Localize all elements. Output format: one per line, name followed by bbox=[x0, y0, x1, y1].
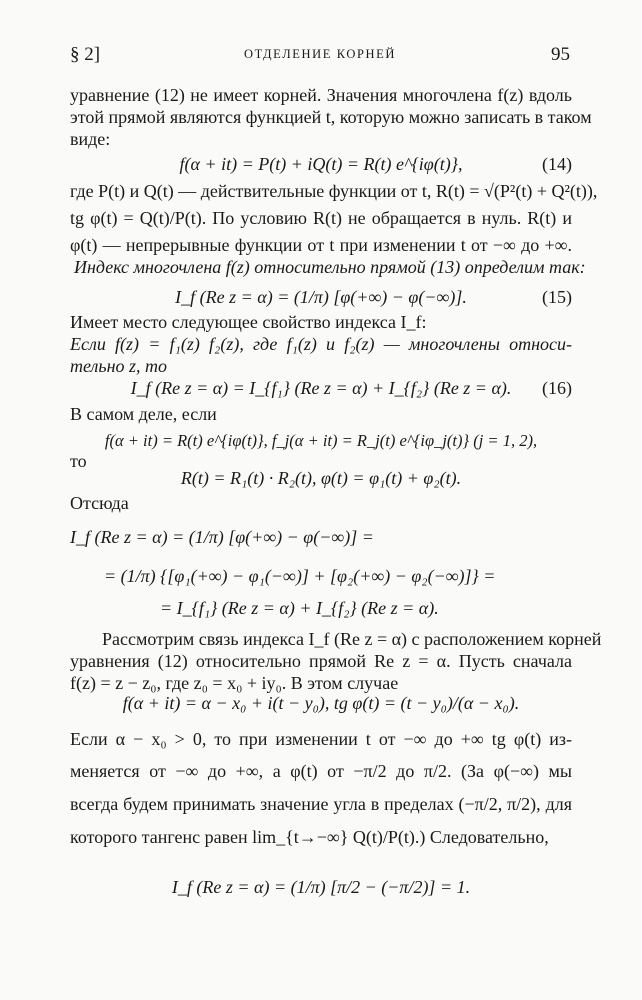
text-line: этой прямой являются функцией t, которую можно записать в таком bbox=[70, 107, 592, 127]
equation-16: I_f (Re z = α) = I_{f₁} (Re z = α) + I_{f₂} (Re z = α). bbox=[130, 378, 512, 398]
text-line: Если α − x₀ > 0, то при изменении t от −∞ до +∞ tg φ(t) из- bbox=[70, 729, 572, 749]
equation-line: = (1/π) {[φ₁(+∞) − φ₁(−∞)] + [φ₂(+∞) − φ₂(−∞)]} = bbox=[104, 566, 496, 586]
equation: f(α + it) = α − x₀ + i(t − y₀), tg φ(t) = (t − y₀)/(α − x₀). bbox=[122, 693, 520, 713]
chapter-title: ОТДЕЛЕНИЕ КОРНЕЙ bbox=[243, 47, 397, 61]
equation: R(t) = R₁(t) · R₂(t), φ(t) = φ₁(t) + φ₂(t). bbox=[180, 468, 462, 488]
text-line: Имеет место следующее свойство индекса I_f: bbox=[70, 312, 427, 332]
equation-15: I_f (Re z = α) = (1/π) [φ(+∞) − φ(−∞)]. bbox=[175, 287, 467, 307]
page-number: 95 bbox=[551, 44, 570, 65]
text-line: тельно z, то bbox=[70, 356, 168, 376]
text-line: которого тангенс равен lim_{t→−∞} Q(t)/P(t).) Следовательно, bbox=[70, 827, 549, 847]
text-line: виде: bbox=[70, 129, 111, 149]
text-line: всегда будем принимать значение угла в пределах (−π/2, π/2), для bbox=[70, 794, 572, 814]
section-marker: § 2] bbox=[70, 44, 101, 65]
running-header bbox=[70, 44, 570, 68]
equation-line: I_f (Re z = α) = (1/π) [φ(+∞) − φ(−∞)] = bbox=[70, 527, 374, 547]
text-line: Индекс многочлена f(z) относительно прямой (13) определим так: bbox=[74, 257, 586, 277]
text-line: уравнение (12) не имеет корней. Значения многочлена f(z) вдоль bbox=[70, 85, 572, 105]
text-line: f(z) = z − z₀, где z₀ = x₀ + iy₀. В этом случае bbox=[70, 673, 399, 693]
equation-line: = I_{f₁} (Re z = α) + I_{f₂} (Re z = α). bbox=[160, 598, 439, 618]
text-line: то bbox=[70, 451, 87, 471]
text-line: Рассмотрим связь индекса I_f (Re z = α) с расположением корней bbox=[102, 629, 602, 649]
text-line: Если f(z) = f₁(z) f₂(z), где f₁(z) и f₂(z) — многочлены относи- bbox=[70, 334, 572, 354]
equation-number: (15) bbox=[542, 287, 572, 307]
equation: I_f (Re z = α) = (1/π) [π/2 − (−π/2)] = 1. bbox=[171, 877, 471, 897]
equation: f(α + it) = R(t) e^{iφ(t)}, f_j(α + it) = R_j(t) e^{iφ_j(t)} (j = 1, 2), bbox=[104, 431, 538, 450]
text-line: tg φ(t) = Q(t)/P(t). По условию R(t) не обращается в нуль. R(t) и bbox=[70, 208, 572, 228]
text-line: меняется от −∞ до +∞, а φ(t) от −π/2 до π/2. (За φ(−∞) мы bbox=[70, 761, 572, 781]
equation-number: (14) bbox=[542, 154, 572, 174]
text-line: Отсюда bbox=[70, 493, 129, 513]
text-line: φ(t) — непрерывные функции от t при изменении t от −∞ до +∞. bbox=[70, 235, 572, 255]
equation-number: (16) bbox=[542, 378, 572, 398]
equation-14: f(α + it) = P(t) + iQ(t) = R(t) e^{iφ(t)}, bbox=[179, 154, 463, 174]
text-line: уравнения (12) относительно прямой Re z = α. Пусть сначала bbox=[70, 651, 572, 671]
text-line: где P(t) и Q(t) — действительные функции от t, R(t) = √(P²(t) + Q²(t)), bbox=[70, 181, 598, 201]
text-line: В самом деле, если bbox=[70, 404, 217, 424]
